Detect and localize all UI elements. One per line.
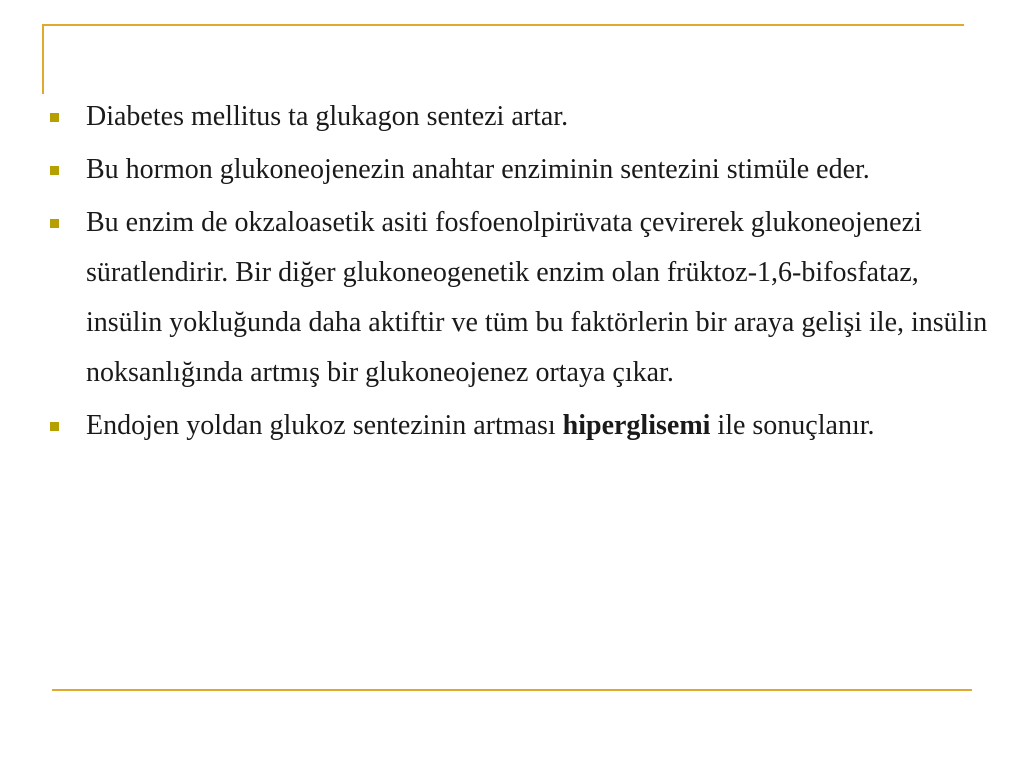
frame-top-line xyxy=(42,24,964,26)
bullet-text: Bu enzim de okzaloasetik asiti fosfoenolpirüvata çevirerek glukoneojenezi süratlendirir. Bir diğer glukoneogenetik enzim olan früktoz-1,6-bifosfataz, insülin yokluğunda daha aktiftir ve tüm bu faktörlerin bir araya gelişi ile, insülin noksanlığında artmış bir glukoneojenez ortaya çıkar. xyxy=(86,207,988,388)
bullet-item xyxy=(48,401,998,451)
square-bullet-icon xyxy=(50,166,59,175)
bullet-text-before: Endojen yoldan glukoz sentezinin artması xyxy=(86,410,563,441)
bullet-item xyxy=(48,92,998,142)
bullet-list xyxy=(48,92,998,454)
bullet-text-bold: hiperglisemi xyxy=(562,410,711,441)
square-bullet-icon xyxy=(50,113,59,122)
square-bullet-icon xyxy=(50,422,59,431)
frame-left-line xyxy=(42,24,44,94)
bullet-text-after: ile sonuçlanır. xyxy=(710,410,875,441)
square-bullet-icon xyxy=(50,219,59,228)
bullet-item xyxy=(48,198,998,398)
bullet-item xyxy=(48,145,998,195)
frame-bottom-line xyxy=(52,689,972,691)
bullet-text: Diabetes mellitus ta glukagon sentezi artar. xyxy=(86,101,569,132)
bullet-text: Bu hormon glukoneojenezin anahtar enziminin sentezini stimüle eder. xyxy=(86,154,870,185)
